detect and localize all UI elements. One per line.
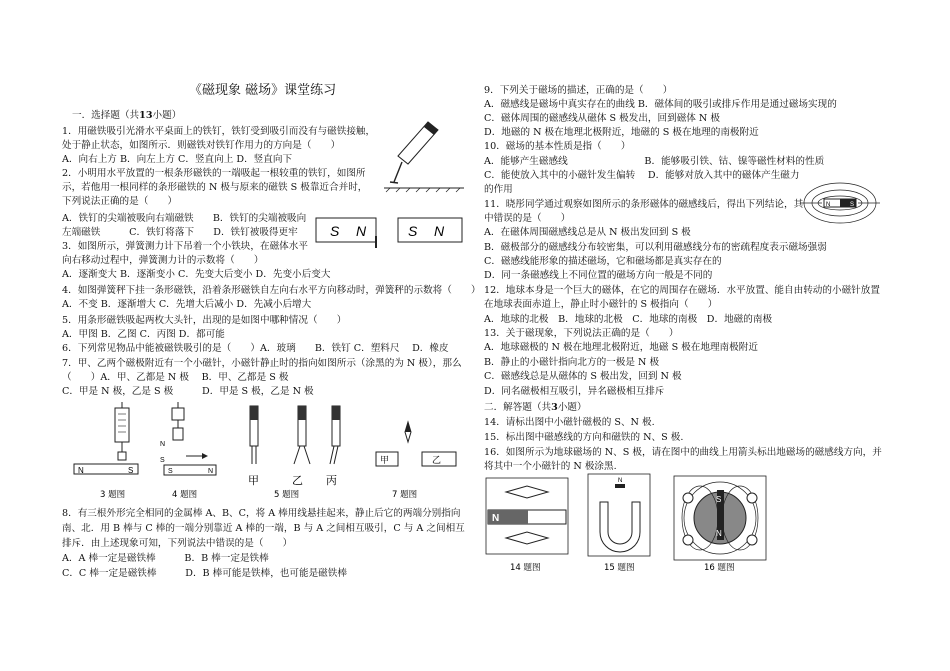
- magnet-s-label: S: [160, 457, 165, 464]
- fig-cap-q14: 14 题图: [510, 563, 541, 573]
- question-line: 14．请标出图中小磁针磁极的 S、N 极.: [484, 417, 655, 428]
- figure-row-q14-q15-q16: [484, 472, 784, 572]
- question-line: 10．磁场的基本性质是指（ ）: [484, 141, 631, 152]
- section-heading-choice: 一．选择题（共13小题）: [72, 110, 182, 121]
- question-options: C．甲是 N 极，乙是 S 极 D．甲是 S 极，乙是 N 极: [62, 386, 314, 397]
- pole-jia-mark: 甲: [380, 456, 390, 466]
- question-options: A．在磁体周围磁感线总是从 N 极出发回到 S 极: [484, 227, 691, 238]
- figure-q1-magnet-nail: [384, 116, 464, 192]
- question-options: B．磁极部分的磁感线分布较密集，可以利用磁感线分布的密疏程度表示磁场强弱: [484, 242, 827, 253]
- question-options: 左端磁铁 C．铁钉将落下 D．铁钉被吸得更牢: [62, 227, 298, 238]
- question-line: 中错误的是（ ）: [484, 213, 571, 224]
- magnet-s-label: S: [850, 202, 855, 208]
- question-line: 下列说法正确的是（ ）: [62, 196, 178, 207]
- question-line: 12．地球本身是一个巨大的磁体，在它的周围存在磁场．水平放置、能自由转动的小磁针放置: [484, 285, 880, 296]
- fig5-label-yi: 乙: [292, 474, 303, 487]
- question-line: 向右移动过程中，弹簧测力计的示数将（ ）: [62, 255, 264, 266]
- fig-cap-q3: 3 题图: [100, 490, 126, 500]
- magnet-s-label: S: [408, 223, 418, 239]
- figure-q15-horseshoe-magnet: [588, 474, 650, 556]
- figure-q7-poles-needle: [376, 422, 456, 466]
- section-heading-answer: 二．解答题（共3小题）: [484, 402, 587, 413]
- question-line: 11．晓彤同学通过观察如图所示的条形磁体的磁感线后，得出下列结论，其: [484, 199, 804, 210]
- question-options: A．地球的北极 B．地球的北极 C．地球的南极 D．地磁的南极: [484, 314, 773, 325]
- question-options: C．能使放入其中的小磁针发生偏转 D．能够对放入其中的磁体产生磁力: [484, 170, 800, 181]
- pole-yi-mark: 乙: [432, 456, 442, 466]
- fig-cap-q7: 7 题图: [392, 490, 418, 500]
- question-options: B．静止的小磁针指向北方的一极是 N 极: [484, 357, 660, 368]
- question-options: D．同一条磁感线上不同位置的磁场方向一般是不同的: [484, 270, 713, 281]
- magnet-n-label: N: [434, 223, 445, 239]
- question-line: 16．如图所示为地球磁场的 N、S 极，请在图中的曲线上用箭头标出地磁场的磁感线方向，并: [484, 447, 882, 458]
- question-options: 的作用: [484, 184, 513, 195]
- question-line: 13．关于磁现象，下列说法正确的是（ ）: [484, 328, 679, 339]
- fig-cap-q4: 4 题图: [172, 490, 198, 500]
- question-options: A．不变 B．逐渐增大 C．先增大后减小 D．先减小后增大: [62, 299, 312, 310]
- question-options: A．向右上方 B．向左上方 C．竖直向上 D．竖直向下: [62, 154, 293, 165]
- question-line: 1．用磁铁吸引光滑水平桌面上的铁钉，铁钉受到吸引而没有与磁铁接触，: [62, 126, 376, 137]
- question-options: C．磁体周围的磁感线从磁体 S 极发出，回到磁体 N 极: [484, 113, 720, 124]
- earth-s-label: S: [716, 495, 722, 504]
- figure-q5-three-options: [248, 406, 340, 487]
- magnet-n-label: N: [826, 202, 831, 208]
- question-line: 8．有三根外形完全相同的金属棒 A、B、C，将 A 棒用线悬挂起来，静止后它的两端分别指向: [62, 508, 461, 519]
- question-options: C．磁感线总是从磁体的 S 极出发，回到 N 极: [484, 371, 682, 382]
- magnet-s-label: S: [128, 466, 134, 475]
- question-line: 9．下列关于磁场的描述，正确的是（ ）: [484, 85, 673, 96]
- question-options: A．能够产生磁感线 B．能够吸引铁、钴、镍等磁性材料的性质: [484, 156, 825, 167]
- figure-q11-field-lines: [800, 180, 880, 226]
- question-line: 2．小明用水平放置的一根条形磁铁的一端吸起一根较重的铁钉，如图所: [62, 168, 366, 179]
- question-options: D．同名磁极相互吸引，异名磁极相互排斥: [484, 386, 665, 397]
- question-line: 南、北．用 B 棒与 C 棒的一端分别靠近 A 棒的一端，B 与 A 之间相互吸引，C 与 A 之间相互: [62, 523, 465, 534]
- question-options: A．铁钉的尖端被吸向右端磁铁 B．铁钉的尖端被吸向: [62, 213, 307, 224]
- question-line: 3．如图所示，弹簧测力计下吊着一个小铁块，在磁体水平: [62, 241, 308, 252]
- fig5-label-jia: 甲: [248, 474, 259, 487]
- earth-n-label: N: [716, 529, 722, 538]
- magnet-s-label: S: [168, 468, 173, 475]
- question-options: A．甲图 B．乙图 C．丙图 D．都可能: [62, 329, 225, 340]
- question-options: A．磁感线是磁场中真实存在的曲线 B．磁体间的吸引或排斥作用是通过磁场实现的: [484, 99, 837, 110]
- fig-cap-q5: 5 题图: [274, 490, 300, 500]
- magnet-n-label: N: [160, 441, 166, 448]
- question-line: 将其中一个小磁针的 N 极涂黑.: [484, 461, 617, 472]
- question-line: 4．如图弹簧秤下挂一条形磁铁，沿着条形磁铁自左向右水平方向移动时，弹簧秤的示数将（ ）: [62, 285, 481, 296]
- figure-q2-bar-magnets: [316, 216, 466, 250]
- magnet-n-label: N: [492, 513, 500, 524]
- question-line: 处于静止状态，如图所示．则磁铁对铁钉作用力的方向是（ ）: [62, 140, 341, 151]
- figure-q16-earth-field: [674, 476, 766, 560]
- question-line: 在地球表面赤道上，静止时小磁针的 S 极指向（ ）: [484, 299, 718, 310]
- question-line: 15．标出图中磁感线的方向和磁铁的 N、S 极.: [484, 432, 684, 443]
- magnet-n-label: N: [78, 466, 84, 475]
- question-options: A．逐渐变大 B．逐渐变小 C．先变大后变小 D．先变小后变大: [62, 269, 331, 280]
- question-line: 示，若他用一根同样的条形磁铁的 N 极与原来的磁铁 S 极靠近合并时，: [62, 182, 368, 193]
- question-options: A．地球磁极的 N 极在地理北极附近，地磁 S 极在地理南极附近: [484, 342, 758, 353]
- figure-q3-spring-scale: [74, 402, 138, 475]
- magnet-n-label: N: [208, 468, 214, 475]
- magnet-n-label: N: [356, 223, 367, 239]
- question-line: 7．甲、乙两个磁极附近有一个小磁针，小磁针静止时的指向如图所示（涂黑的为 N 极），那么: [62, 358, 462, 369]
- question-options: D．地磁的 N 极在地理北极附近，地磁的 S 极在地理的南极附近: [484, 127, 759, 138]
- figure-row-q3-q4-q5-q7: [70, 402, 480, 502]
- needle-n-label: N: [618, 478, 623, 484]
- question-options: C．C 棒一定是磁铁棒 D．B 棒可能是铁棒，也可能是磁铁棒: [62, 568, 347, 579]
- question-line: 5．用条形磁铁吸起两枚大头针，出现的是如图中哪种情况（ ）: [62, 315, 347, 326]
- figure-q14-magnet-needles: [486, 478, 568, 554]
- question-line: 6．下列常见物品中能被磁铁吸引的是（ ）A．玻璃 B．铁钉 C．塑料尺 D．橡皮: [62, 343, 449, 354]
- figure-q4-hanging-magnet: [160, 402, 216, 475]
- fig5-label-bing: 丙: [326, 474, 337, 487]
- question-options: （ ）A．甲、乙都是 N 极 B．甲、乙都是 S 极: [62, 372, 289, 383]
- question-options: A．A 棒一定是磁铁棒 B．B 棒一定是铁棒: [62, 553, 269, 564]
- fig-cap-q15: 15 题图: [604, 563, 635, 573]
- page-title: 《磁现象 磁场》课堂练习: [189, 83, 337, 98]
- magnet-s-label: S: [330, 223, 340, 239]
- question-line: 排斥．由上述现象可知，下列说法中错误的是（ ）: [62, 538, 293, 549]
- fig-cap-q16: 16 题图: [704, 563, 735, 573]
- question-options: C．磁感线能形象的描述磁场，它和磁场都是真实存在的: [484, 256, 722, 267]
